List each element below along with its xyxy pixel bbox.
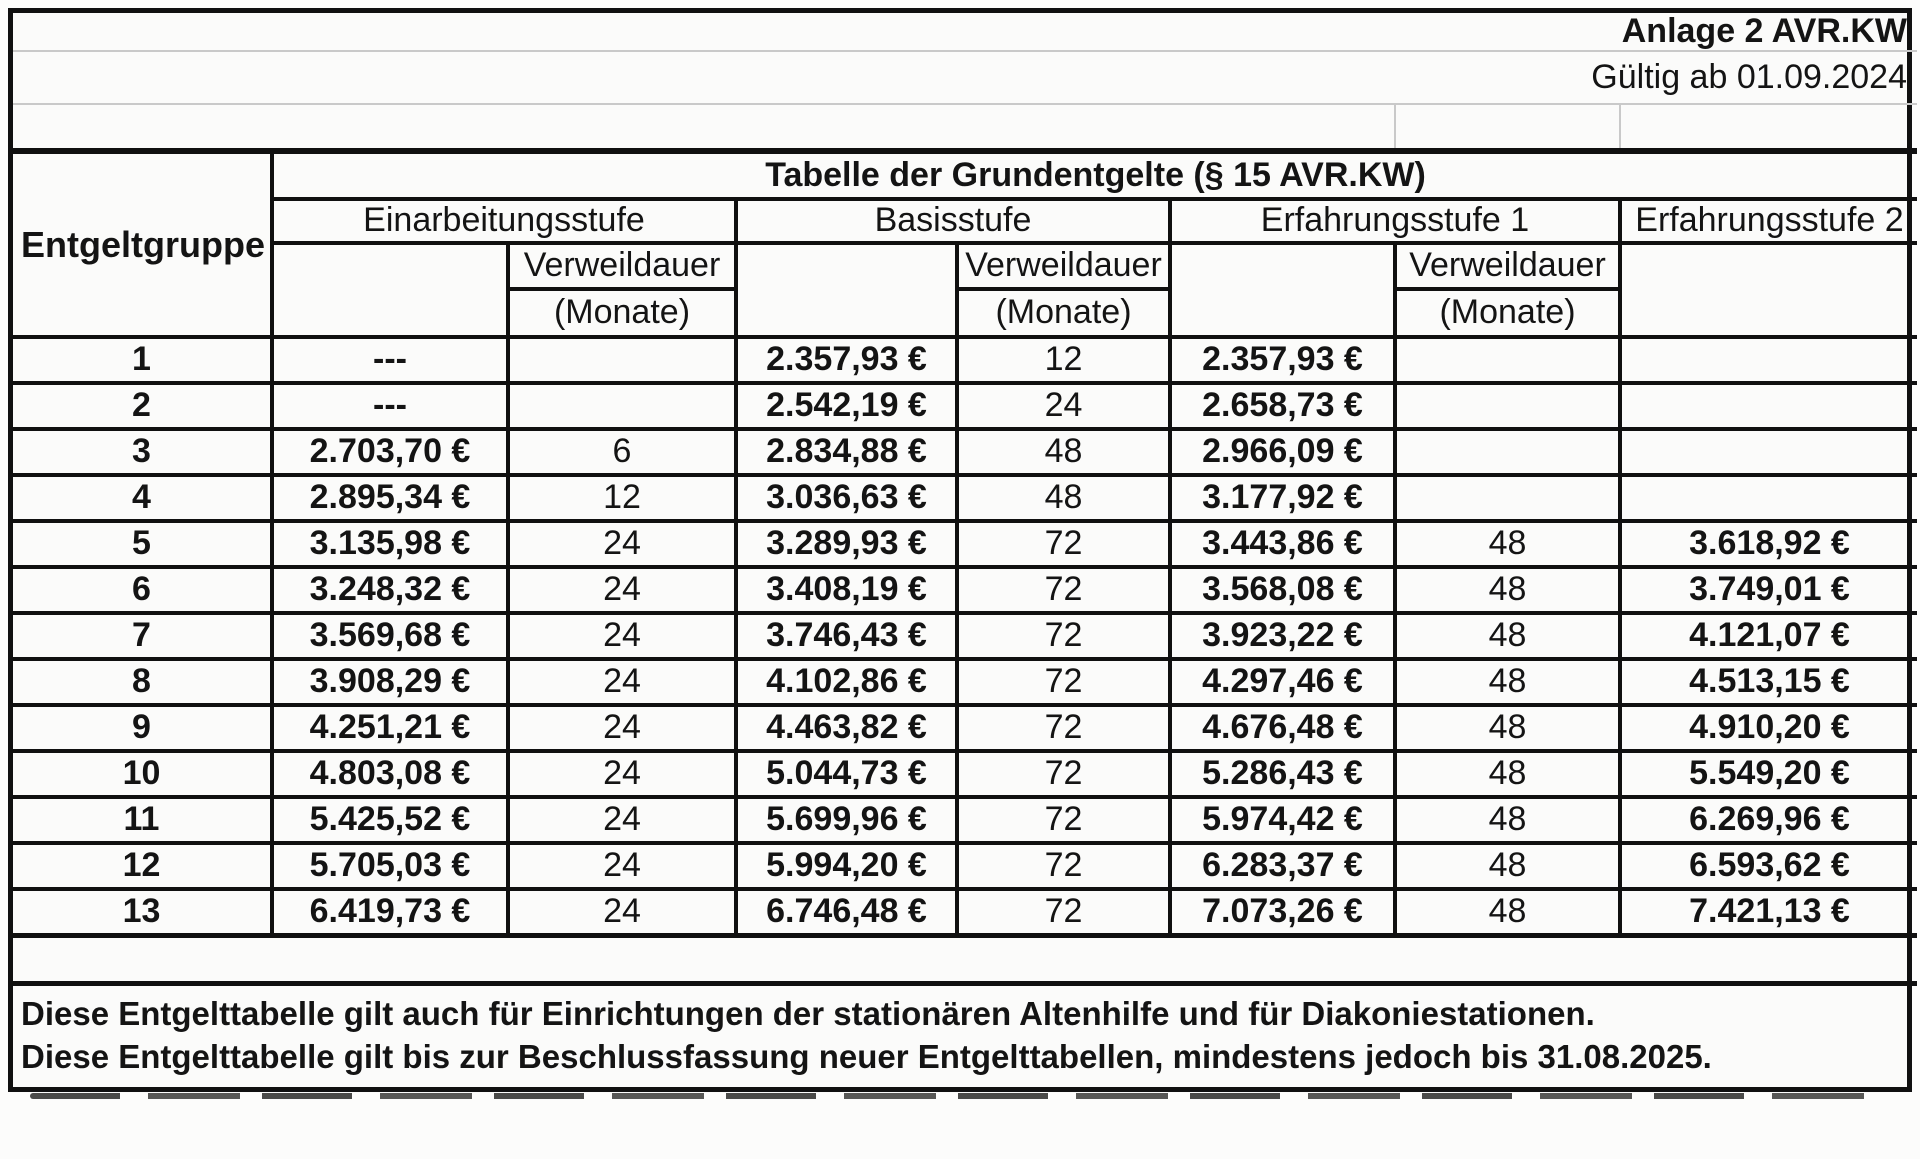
- basisstufe-monate: 12: [957, 337, 1170, 383]
- table-title: Tabelle der Grundentgelte (§ 15 AVR.KW): [272, 151, 1917, 199]
- table-row: [13, 797, 1917, 843]
- erfahrungsstufe1-value: 3.568,08 €: [1170, 567, 1395, 613]
- einarbeitungsstufe-value: 5.705,03 €: [272, 843, 508, 889]
- erfahrungsstufe2-value: [1620, 383, 1917, 429]
- erfahrungsstufe2-value: [1620, 429, 1917, 475]
- erfahrungsstufe1-monate: 48: [1395, 567, 1620, 613]
- erfahrungsstufe1-monate: [1395, 429, 1620, 475]
- erfahrungsstufe1-value: 3.443,86 €: [1170, 521, 1395, 567]
- table-row: [13, 751, 1917, 797]
- basisstufe-monate: 72: [957, 843, 1170, 889]
- empty-cell: [1170, 243, 1395, 337]
- entgeltgruppe-cell: 9: [13, 705, 272, 751]
- basisstufe-value: 3.036,63 €: [736, 475, 957, 521]
- erfahrungsstufe1-value: 6.283,37 €: [1170, 843, 1395, 889]
- erfahrungsstufe1-value: 3.923,22 €: [1170, 613, 1395, 659]
- basisstufe-monate: 24: [957, 383, 1170, 429]
- group-header-erfahrungsstufe-2: Erfahrungsstufe 2: [1620, 199, 1917, 243]
- basisstufe-value: 4.463,82 €: [736, 705, 957, 751]
- einarbeitungsstufe-monate: 6: [508, 429, 736, 475]
- basisstufe-monate: 72: [957, 659, 1170, 705]
- erfahrungsstufe2-value: 4.121,07 €: [1620, 613, 1917, 659]
- footnotes-block: [13, 983, 1917, 1087]
- table-row: [13, 521, 1917, 567]
- footnote-scope: Diese Entgelttabelle gilt auch für Einrichtungen der stationären Altenhilfe und für Diakoniestationen.: [21, 994, 1595, 1032]
- einarbeitungsstufe-monate: 24: [508, 567, 736, 613]
- einarbeitungsstufe-monate: 24: [508, 797, 736, 843]
- erfahrungsstufe1-value: 2.658,73 €: [1170, 383, 1395, 429]
- table-row: [13, 337, 1917, 383]
- erfahrungsstufe1-value: 3.177,92 €: [1170, 475, 1395, 521]
- empty-cell: [13, 104, 1395, 151]
- einarbeitungsstufe-monate: [508, 337, 736, 383]
- valid-from-label: Gültig ab 01.09.2024: [13, 51, 1917, 104]
- erfahrungsstufe1-monate: 48: [1395, 843, 1620, 889]
- erfahrungsstufe1-value: 7.073,26 €: [1170, 889, 1395, 935]
- erfahrungsstufe1-value: 5.974,42 €: [1170, 797, 1395, 843]
- erfahrungsstufe1-value: 5.286,43 €: [1170, 751, 1395, 797]
- entgeltgruppe-cell: 13: [13, 889, 272, 935]
- empty-cell: [1395, 104, 1620, 151]
- einarbeitungsstufe-value: ---: [272, 337, 508, 383]
- erfahrungsstufe1-monate: 48: [1395, 889, 1620, 935]
- erfahrungsstufe2-value: 3.749,01 €: [1620, 567, 1917, 613]
- erfahrungsstufe2-value: 6.593,62 €: [1620, 843, 1917, 889]
- table-row: [13, 429, 1917, 475]
- einarbeitungsstufe-value: 3.135,98 €: [272, 521, 508, 567]
- erfahrungsstufe1-monate: 48: [1395, 705, 1620, 751]
- duration-header: Verweildauer: [508, 243, 736, 289]
- empty-cell: [736, 243, 957, 337]
- entgeltgruppe-cell: 5: [13, 521, 272, 567]
- einarbeitungsstufe-value: 4.251,21 €: [272, 705, 508, 751]
- basisstufe-monate: 72: [957, 797, 1170, 843]
- group-header-einarbeitungsstufe: Einarbeitungsstufe: [272, 199, 736, 243]
- table-row: [13, 567, 1917, 613]
- einarbeitungsstufe-monate: 24: [508, 521, 736, 567]
- duration-header-unit: (Monate): [1395, 289, 1620, 337]
- einarbeitungsstufe-monate: 24: [508, 705, 736, 751]
- einarbeitungsstufe-value: 3.248,32 €: [272, 567, 508, 613]
- basisstufe-value: 3.408,19 €: [736, 567, 957, 613]
- entgeltgruppe-cell: 11: [13, 797, 272, 843]
- group-header-erfahrungsstufe-1: Erfahrungsstufe 1: [1170, 199, 1620, 243]
- basisstufe-monate: 48: [957, 475, 1170, 521]
- duration-header: Verweildauer: [1395, 243, 1620, 289]
- erfahrungsstufe1-monate: 48: [1395, 521, 1620, 567]
- pay-scale-table: [13, 13, 1917, 1087]
- basisstufe-value: 3.746,43 €: [736, 613, 957, 659]
- einarbeitungsstufe-value: 2.895,34 €: [272, 475, 508, 521]
- basisstufe-value: 5.994,20 €: [736, 843, 957, 889]
- erfahrungsstufe2-value: 6.269,96 €: [1620, 797, 1917, 843]
- basisstufe-monate: 72: [957, 567, 1170, 613]
- erfahrungsstufe1-monate: 48: [1395, 797, 1620, 843]
- basisstufe-monate: 72: [957, 613, 1170, 659]
- basisstufe-monate: 72: [957, 751, 1170, 797]
- basisstufe-value: 4.102,86 €: [736, 659, 957, 705]
- basisstufe-value: 3.289,93 €: [736, 521, 957, 567]
- erfahrungsstufe1-monate: 48: [1395, 659, 1620, 705]
- table-row: [13, 843, 1917, 889]
- einarbeitungsstufe-value: 2.703,70 €: [272, 429, 508, 475]
- erfahrungsstufe1-monate: [1395, 383, 1620, 429]
- einarbeitungsstufe-monate: [508, 383, 736, 429]
- document-frame: [8, 8, 1912, 1092]
- entgeltgruppe-cell: 4: [13, 475, 272, 521]
- einarbeitungsstufe-monate: 24: [508, 659, 736, 705]
- entgeltgruppe-cell: 2: [13, 383, 272, 429]
- duration-header: Verweildauer: [957, 243, 1170, 289]
- group-header-basisstufe: Basisstufe: [736, 199, 1170, 243]
- einarbeitungsstufe-value: 5.425,52 €: [272, 797, 508, 843]
- erfahrungsstufe1-monate: [1395, 337, 1620, 383]
- empty-cell: [1620, 104, 1917, 151]
- einarbeitungsstufe-value: 3.908,29 €: [272, 659, 508, 705]
- column-header-entgeltgruppe: Entgeltgruppe: [13, 151, 272, 337]
- einarbeitungsstufe-monate: 12: [508, 475, 736, 521]
- erfahrungsstufe2-value: 7.421,13 €: [1620, 889, 1917, 935]
- basisstufe-value: 2.834,88 €: [736, 429, 957, 475]
- basisstufe-monate: 48: [957, 429, 1170, 475]
- footnote-validity: Diese Entgelttabelle gilt bis zur Beschlussfassung neuer Entgelttabellen, mindestens jedoch bis 31.08.2025.: [21, 1038, 1712, 1076]
- table-row: [13, 705, 1917, 751]
- table-row: [13, 613, 1917, 659]
- basisstufe-value: 5.699,96 €: [736, 797, 957, 843]
- erfahrungsstufe2-value: 3.618,92 €: [1620, 521, 1917, 567]
- basisstufe-monate: 72: [957, 889, 1170, 935]
- einarbeitungsstufe-value: 4.803,08 €: [272, 751, 508, 797]
- duration-header-unit: (Monate): [957, 289, 1170, 337]
- empty-cell: [272, 243, 508, 337]
- empty-cell: [1620, 243, 1917, 337]
- erfahrungsstufe1-monate: 48: [1395, 613, 1620, 659]
- erfahrungsstufe1-value: 4.676,48 €: [1170, 705, 1395, 751]
- entgeltgruppe-cell: 8: [13, 659, 272, 705]
- basisstufe-value: 6.746,48 €: [736, 889, 957, 935]
- einarbeitungsstufe-value: ---: [272, 383, 508, 429]
- einarbeitungsstufe-monate: 24: [508, 751, 736, 797]
- erfahrungsstufe1-monate: 48: [1395, 751, 1620, 797]
- basisstufe-value: 2.357,93 €: [736, 337, 957, 383]
- erfahrungsstufe1-value: 2.357,93 €: [1170, 337, 1395, 383]
- erfahrungsstufe1-value: 4.297,46 €: [1170, 659, 1395, 705]
- basisstufe-value: 2.542,19 €: [736, 383, 957, 429]
- erfahrungsstufe1-monate: [1395, 475, 1620, 521]
- erfahrungsstufe2-value: [1620, 475, 1917, 521]
- einarbeitungsstufe-monate: 24: [508, 843, 736, 889]
- basisstufe-value: 5.044,73 €: [736, 751, 957, 797]
- basisstufe-monate: 72: [957, 705, 1170, 751]
- erfahrungsstufe2-value: 4.513,15 €: [1620, 659, 1917, 705]
- empty-cell: [13, 935, 1917, 983]
- entgeltgruppe-cell: 1: [13, 337, 272, 383]
- table-row: [13, 383, 1917, 429]
- entgeltgruppe-cell: 10: [13, 751, 272, 797]
- duration-header-unit: (Monate): [508, 289, 736, 337]
- entgeltgruppe-cell: 6: [13, 567, 272, 613]
- scan-artifact: [30, 1093, 1875, 1099]
- annex-title: Anlage 2 AVR.KW: [13, 13, 1917, 51]
- table-row: [13, 889, 1917, 935]
- entgeltgruppe-cell: 12: [13, 843, 272, 889]
- basisstufe-monate: 72: [957, 521, 1170, 567]
- table-row: [13, 475, 1917, 521]
- einarbeitungsstufe-value: 3.569,68 €: [272, 613, 508, 659]
- erfahrungsstufe1-value: 2.966,09 €: [1170, 429, 1395, 475]
- einarbeitungsstufe-value: 6.419,73 €: [272, 889, 508, 935]
- entgeltgruppe-cell: 7: [13, 613, 272, 659]
- einarbeitungsstufe-monate: 24: [508, 889, 736, 935]
- table-row: [13, 659, 1917, 705]
- entgeltgruppe-cell: 3: [13, 429, 272, 475]
- erfahrungsstufe2-value: [1620, 337, 1917, 383]
- einarbeitungsstufe-monate: 24: [508, 613, 736, 659]
- erfahrungsstufe2-value: 5.549,20 €: [1620, 751, 1917, 797]
- erfahrungsstufe2-value: 4.910,20 €: [1620, 705, 1917, 751]
